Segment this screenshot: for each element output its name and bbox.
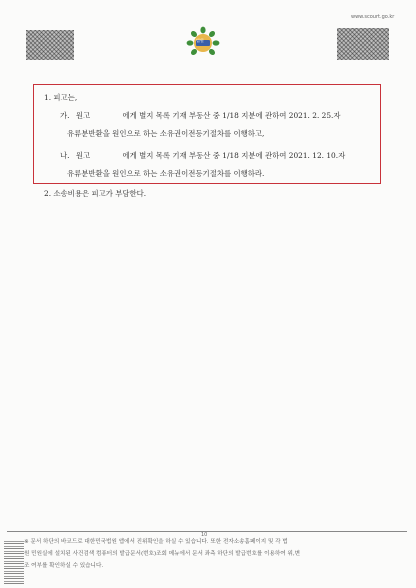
site-url: www.scourt.go.kr <box>351 14 395 20</box>
order-item-a-subject: 원고 <box>75 111 91 120</box>
order-item-b-text1: 에게 별지 목록 기재 부동산 중 1/18 지분에 관하여 2021. 12. 10.자 <box>122 151 346 160</box>
order-item-a-line1 <box>60 110 341 121</box>
order-item-2: 2. 소송비용은 피고가 부담한다. <box>44 189 147 198</box>
order-item-b-line1 <box>60 150 345 161</box>
qr-code-right <box>337 28 389 60</box>
order-item-1: 1. 피고는, <box>44 93 78 102</box>
notice-line-2: 원 민원실에 설치된 사건검색 컴퓨터의 발급문서(번호)조회 메뉴에서 문서 좌측 하단의 발급번호를 이용하여 위,변 <box>24 551 301 557</box>
notice-line-3: 조 여부를 확인하실 수 있습니다. <box>24 563 104 569</box>
order-item-a-label: 가. <box>60 111 70 120</box>
notice-line-1: ※ 문서 하단의 바코드로 대한민국법원 앱에서 진위확인을 하실 수 있습니다. 또한 전자소송홈페이지 및 각 법 <box>24 539 288 545</box>
order-item-b-label: 나. <box>60 151 70 160</box>
emblem-label: 법원 <box>196 38 204 43</box>
order-item-a-line2: 유류분반환을 원인으로 하는 소유권이전등기절차를 이행하고, <box>67 129 265 138</box>
page-number: 10 <box>201 532 208 538</box>
qr-code-left <box>26 30 74 60</box>
order-item-b-subject: 원고 <box>75 151 91 160</box>
document-barcode <box>4 540 24 584</box>
order-item-b-line2: 유류분반환을 원인으로 하는 소유권이전등기절차를 이행하라. <box>67 169 265 178</box>
order-item-a-text1: 에게 별지 목록 기재 부동산 중 1/18 지분에 관하여 2021. 2. 25.자 <box>122 111 341 120</box>
